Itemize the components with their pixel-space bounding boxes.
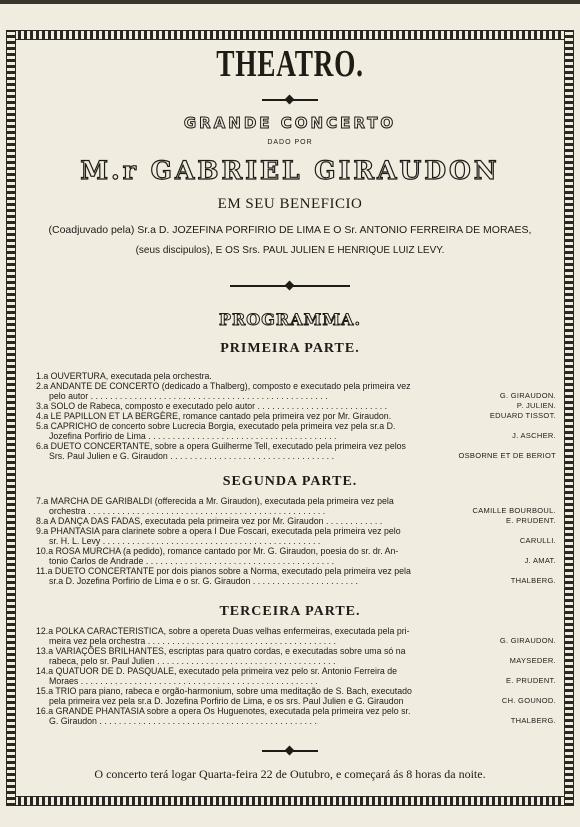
- programme-item-line: 7.a MARCHA DE GARIBALDI (offerecida a Mr. Giraudon), executada pela primeira vez pela: [36, 496, 394, 506]
- part-3-items: [36, 626, 556, 726]
- programme-item-line: G. Giraudon . . . . . . . . . . . . . . . . . . . . . . . . . . . . . . . . . . . . . . . . . . . . .: [49, 716, 317, 726]
- programme-item-line: 6.a DUETO CONCERTANTE, sobre a opera Guilherme Tell, executado pela primeira vez pelos: [36, 441, 406, 451]
- programme-item: [36, 401, 556, 411]
- programme-item-line: Moraes . . . . . . . . . . . . . . . . . . . . . . . . . . . . . . . . . . . . . . . . . . . . . . . . .: [49, 676, 318, 686]
- programme-item-line: 8.a A DANÇA DAS FADAS, executada pela primeira vez por Mr. Giraudon . . . . . . . . . . . .: [36, 516, 383, 526]
- programme-item-line: 11.a DUETO CONCERTANTE por dois pianos sobre a Norma, executado pela primeira vez pela: [36, 566, 411, 576]
- composer-name: CH. GOUNOD.: [499, 696, 556, 706]
- programme-item: [36, 411, 556, 421]
- coadjuvado-line: (Coadjuvado pela) Sr.a D. JOZEFINA PORFIRIO DE LIMA E O Sr. ANTONIO FERREIRA DE MORAES,: [48, 224, 532, 236]
- composer-name: P. JULIEN.: [514, 401, 556, 411]
- border-left: [6, 30, 16, 806]
- composer-name: THALBERG.: [508, 716, 556, 726]
- composer-name: J. AMAT.: [522, 556, 556, 566]
- programme-item: [36, 371, 556, 381]
- programme-item: [36, 441, 556, 461]
- composer-name: J. ASCHER.: [509, 431, 556, 441]
- programme-item-line: rabeca, pelo sr. Paul Julien . . . . . . . . . . . . . . . . . . . . . . . . . . . . . . . . . . . . .: [49, 656, 336, 666]
- programme-item-line: Jozefina Porfirio de Lima . . . . . . . . . . . . . . . . . . . . . . . . . . . . . . . . . . . . . . .: [49, 431, 337, 441]
- composer-name: THALBERG.: [508, 576, 556, 586]
- programme-item: [36, 566, 556, 586]
- grande-concerto-heading: GRANDE CONCERTO: [183, 114, 397, 132]
- programme-item-line: orchestra . . . . . . . . . . . . . . . . . . . . . . . . . . . . . . . . . . . . . . . . . . . . . . . . .: [49, 506, 326, 516]
- footer-note: O concerto terá logar Quarta-feira 22 de Outubro, e começará ás 8 horas da noite.: [94, 767, 486, 781]
- programme-item-line: 10.a ROSA MURCHA (a pedido), romance cantado por Mr. G. Giraudon, poesia do sr. dr. An-: [36, 546, 399, 556]
- programme-item-line: 1.a OUVERTURA, executada pela orchestra.: [36, 371, 212, 381]
- performer-name: M.r GABRIEL GIRAUDON: [80, 156, 500, 185]
- ornament-diamond-3: [285, 746, 295, 756]
- programme-item: [36, 646, 556, 666]
- part-2-items: [36, 496, 556, 586]
- border-right: [564, 30, 574, 806]
- programme-item-line: sr. H. L. Levy . . . . . . . . . . . . . . . . . . . . . . . . . . . . . . . . . . . . . . . . . . . . .: [49, 536, 321, 546]
- composer-name: CAMILLE BOURBOUL.: [470, 506, 556, 516]
- programme-item-line: sr.a D. Jozefina Porfirio de Lima e o sr. G. Giraudon . . . . . . . . . . . . . . . . . . . . . .: [49, 576, 358, 586]
- composer-name: G. GIRAUDON.: [497, 391, 556, 401]
- top-edge: [0, 0, 580, 4]
- programme-item: [36, 526, 556, 546]
- programme-item: [36, 626, 556, 646]
- poster-title: THEATRO.: [216, 43, 364, 85]
- discipulos-line: (seus discipulos), E OS Srs. PAUL JULIEN E HENRIQUE LUIZ LEVY.: [135, 245, 445, 256]
- composer-name: OSBORNE ET DE BERIOT: [455, 451, 556, 461]
- ornament-diamond-1: [285, 95, 295, 105]
- programme-item-line: pelo autor . . . . . . . . . . . . . . . . . . . . . . . . . . . . . . . . . . . . . . . . . . . . . . . . .: [49, 391, 328, 401]
- programme-item: [36, 496, 556, 516]
- programme-item-line: 9.a PHANTASIA para clarinete sobre a opera I Due Foscari, executada pela primeira vez pelo: [36, 526, 401, 536]
- part-1-items: [36, 371, 556, 461]
- programme-item-line: pela primeira vez pela sr.a D. Jozefina Porfirio de Lima, e os srs. Paul Julien e G. Giraudon: [49, 696, 404, 706]
- composer-name: CARULLI.: [517, 536, 556, 546]
- part-heading-1: PRIMEIRA PARTE.: [220, 341, 360, 356]
- programme-item-line: tonio Carlos de Andrade . . . . . . . . . . . . . . . . . . . . . . . . . . . . . . . . . . . . . . .: [49, 556, 335, 566]
- programme-item-line: 4.a LE PAPILLON ET LA BERGÈRE, romance cantado pela primeira vez por Mr. Giraudon.: [36, 411, 392, 421]
- composer-name: E. PRUDENT.: [503, 516, 556, 526]
- programme-item-line: Srs. Paul Julien e G. Giraudon . . . . . . . . . . . . . . . . . . . . . . . . . . . . . . . . . .: [49, 451, 335, 461]
- border-bottom: [6, 796, 574, 806]
- programme-item: [36, 421, 556, 441]
- composer-name: MAYSEDER.: [507, 656, 556, 666]
- programma-heading: PROGRAMMA.: [218, 310, 362, 329]
- programme-item-line: 15.a TRIO para piano, rabeca e orgão-harmonium, sobre uma meditação de S. Bach, executado: [36, 686, 412, 696]
- beneficio-line: EM SEU BENEFICIO: [217, 196, 363, 212]
- ornament-diamond-2: [285, 281, 295, 291]
- border-top: [6, 30, 574, 40]
- composer-name: G. GIRAUDON.: [497, 636, 556, 646]
- programme-item-line: 3.a SOLO de Rabeca, composto e executado pelo autor . . . . . . . . . . . . . . . . . . . . . . . . . . .: [36, 401, 388, 411]
- dado-por-label: DADO POR: [267, 139, 313, 146]
- programme-item: [36, 706, 556, 726]
- programme-item-line: 13.a VARIAÇÕES BRILHANTES, escriptas para quatro cordas, e executadas sobre uma só na: [36, 646, 406, 656]
- programme-item-line: 14.a QUATUOR DE D. PASQUALE, executado pela primeira vez pelo sr. Antonio Ferreira de: [36, 666, 397, 676]
- programme-item-line: 12.a POLKA CARACTERISTICA, sobre a opereta Duas velhas enfermeiras, executada pela pri-: [36, 626, 410, 636]
- programme-item: [36, 686, 556, 706]
- programme-item-line: 16.a GRANDE PHANTASIA sobre a opera Os Huguenotes, executada pela primeira vez pelo sr.: [36, 706, 411, 716]
- programme-item: [36, 546, 556, 566]
- part-heading-2: SEGUNDA PARTE.: [222, 474, 358, 489]
- programme-item-line: 5.a CAPRICHO de concerto sobre Lucrecia Borgia, executado pela primeira vez pela sr.a D.: [36, 421, 396, 431]
- programme-item: [36, 516, 556, 526]
- composer-name: E. PRUDENT.: [503, 676, 556, 686]
- programme-item-line: 2.a ANDANTE DE CONCERTO (dedicado a Thalberg), composto e executado pela primeira vez: [36, 381, 411, 391]
- programme-item-line: meira vez pela orchestra . . . . . . . . . . . . . . . . . . . . . . . . . . . . . . . . . . . . . . .: [49, 636, 336, 646]
- programme-item: [36, 666, 556, 686]
- composer-name: EDUARD TISSOT.: [487, 411, 556, 421]
- part-heading-3: TERCEIRA PARTE.: [219, 604, 361, 619]
